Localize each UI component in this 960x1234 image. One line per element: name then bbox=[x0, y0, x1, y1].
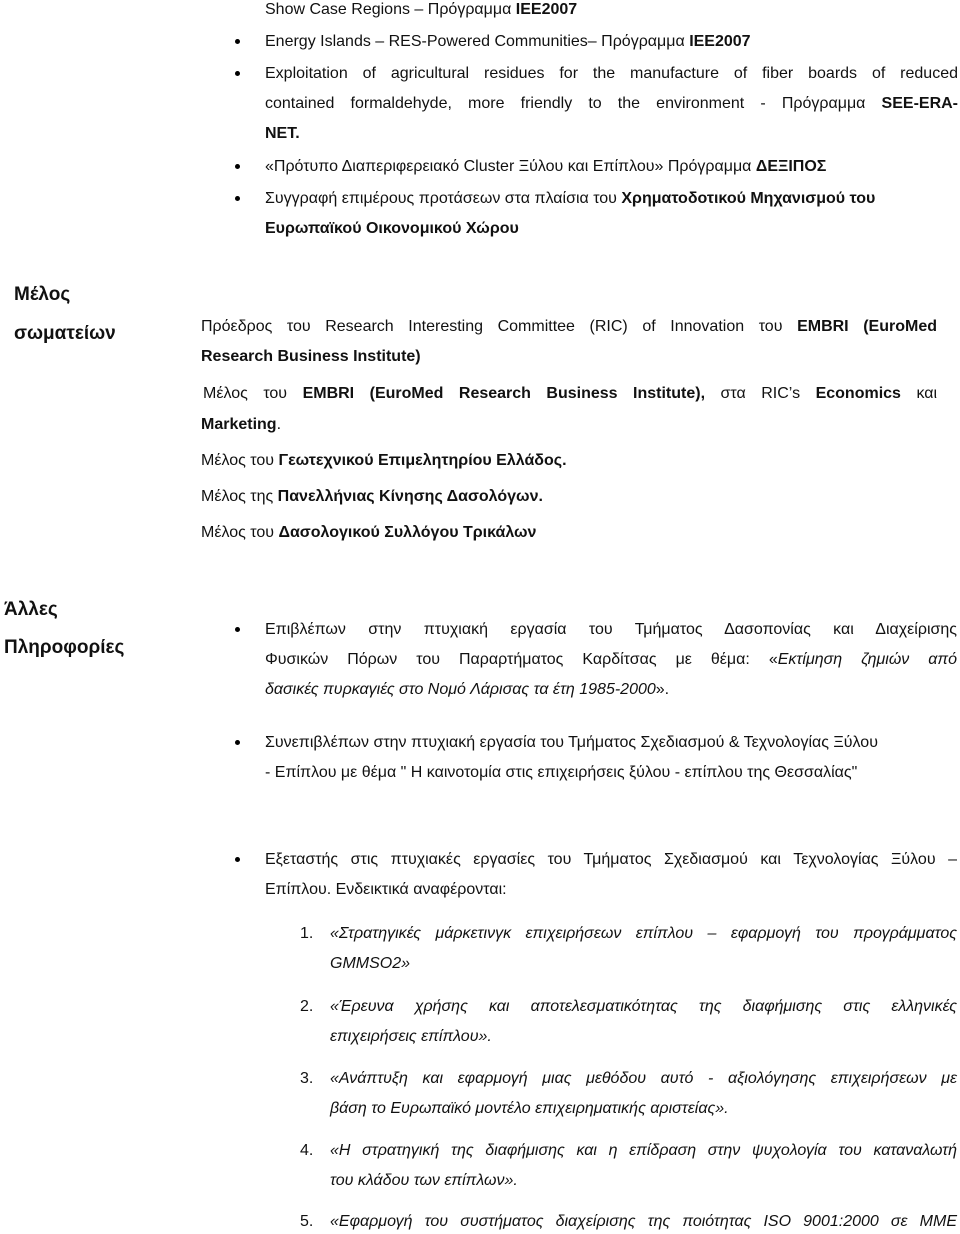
other-b3-line2 bbox=[265, 880, 507, 900]
text: Επίπλου. Ενδεικτικά αναφέρονται: bbox=[265, 881, 507, 898]
other-b1-line1 bbox=[265, 620, 957, 640]
thesis-title: «Ανάπτυξη και εφαρμογή μιας μεθόδου αυτό - αξιολόγησης επιχειρήσεων με bbox=[330, 1070, 957, 1087]
thesis-title: δασικές πυρκαγιές στο Νομό Λάρισας τα έτη 1985-2000 bbox=[265, 681, 656, 698]
emphasis: (EuroMed Research Business Institute), bbox=[369, 385, 706, 402]
emphasis: Χρηματοδοτικού Μηχανισμού του bbox=[621, 190, 876, 207]
numbered-item-2-number: 2. bbox=[300, 998, 314, 1015]
numbered-item-3-number: 3. bbox=[300, 1070, 314, 1087]
member-embri-line2 bbox=[201, 415, 281, 435]
numbered-item-4-number: 4. bbox=[300, 1142, 314, 1159]
thesis-title: Εκτίμηση ζημιών από bbox=[777, 651, 958, 668]
text: Energy Islands – RES-Powered Communities– Πρόγραμμα bbox=[265, 33, 690, 50]
bullet-icon bbox=[235, 164, 240, 169]
top-item-2-line2 bbox=[265, 94, 958, 114]
top-item-3 bbox=[265, 157, 826, 177]
bullet-icon bbox=[235, 196, 240, 201]
program-code: ΔΕΞΙΠΟΣ bbox=[755, 158, 827, 175]
text: - Επίπλου με θέμα " Η καινοτομία στις επιχειρήσεις ξύλου - επίπλου της Θεσσαλίας" bbox=[265, 764, 858, 781]
numbered-item-2-line1 bbox=[330, 997, 957, 1017]
program-code: SEE-ERA- bbox=[881, 95, 958, 112]
emphasis: Ευρωπαϊκού Οικονομικού Χώρου bbox=[265, 220, 519, 237]
text: . bbox=[276, 416, 282, 433]
emphasis: Marketing bbox=[201, 416, 277, 433]
top-item-1 bbox=[265, 32, 751, 52]
member-geotee bbox=[201, 451, 567, 471]
other-b1-line3 bbox=[265, 680, 669, 700]
heading-line: σωματείων bbox=[14, 323, 116, 344]
emphasis: (EuroMed bbox=[863, 318, 937, 335]
top-item-2-line3 bbox=[265, 124, 300, 144]
numbered-item-4-line1 bbox=[330, 1141, 957, 1161]
other-b3-line1 bbox=[265, 850, 957, 870]
text: στα RIC’s bbox=[720, 385, 801, 402]
text: Μέλος του bbox=[201, 452, 279, 469]
thesis-title: «Έρευνα χρήσης και αποτελεσματικότητας της διαφήμισης στις ελληνικές bbox=[330, 998, 957, 1015]
section-heading-other bbox=[4, 599, 124, 659]
top-item-0 bbox=[265, 0, 577, 20]
emphasis: Economics bbox=[815, 385, 901, 402]
thesis-title: βάση το Ευρωπαϊκό μοντέλο επιχειρηματικής αριστείας». bbox=[330, 1100, 729, 1117]
member-ric-line1 bbox=[201, 317, 937, 337]
heading-line: Πληροφορίες bbox=[4, 637, 125, 658]
numbered-item-1-number: 1. bbox=[300, 925, 314, 942]
member-ric-line2 bbox=[201, 347, 421, 367]
text: Συγγραφή επιμέρους προτάσεων στα πλαίσια του bbox=[265, 190, 622, 207]
numbered-item-4-line2 bbox=[330, 1171, 518, 1191]
numbered-item-5-line1 bbox=[330, 1212, 957, 1232]
text: Exploitation of agricultural residues for the manufacture of fiber boards of reduced bbox=[265, 65, 958, 82]
emphasis: Γεωτεχνικού Επιμελητηρίου Ελλάδος. bbox=[278, 452, 567, 469]
bullet-icon bbox=[235, 627, 240, 632]
section-heading-member bbox=[14, 284, 116, 345]
heading-line: Άλλες bbox=[4, 599, 58, 620]
text: Μέλος της bbox=[201, 488, 278, 505]
other-b1-line2 bbox=[265, 650, 957, 670]
text: Εξεταστής στις πτυχιακές εργασίες του Τμήματος Σχεδιασμού και Τεχνολογίας Ξύλου – bbox=[265, 851, 957, 868]
bullet-icon bbox=[235, 857, 240, 862]
program-code: NET. bbox=[265, 125, 300, 142]
emphasis: EMBRI bbox=[797, 318, 849, 335]
bullet-icon bbox=[235, 39, 240, 44]
member-embri-line1 bbox=[203, 384, 937, 404]
text: Επιβλέπων στην πτυχιακή εργασία του Τμήματος Δασοπονίας και Διαχείρισης bbox=[265, 621, 957, 638]
heading-line: Μέλος bbox=[14, 284, 71, 305]
emphasis: Research Business Institute) bbox=[201, 348, 421, 365]
numbered-item-2-line2 bbox=[330, 1027, 492, 1047]
bullet-icon bbox=[235, 740, 240, 745]
numbered-item-3-line1 bbox=[330, 1069, 957, 1089]
numbered-item-1-line2 bbox=[330, 954, 410, 974]
top-item-4-line2 bbox=[265, 219, 519, 239]
text: Πρόεδρος του Research Interesting Committee (RIC) of Innovation του bbox=[201, 318, 798, 335]
thesis-title: «Εφαρμογή του συστήματος διαχείρισης της ποιότητας ISO 9001:2000 σε ΜΜΕ bbox=[330, 1213, 957, 1230]
numbered-item-5-number: 5. bbox=[300, 1213, 314, 1230]
bullet-icon bbox=[235, 71, 240, 76]
numbered-item-1-line1 bbox=[330, 924, 957, 944]
text: Συνεπιβλέπων στην πτυχιακή εργασία του Τμήματος Σχεδιασμού & Τεχνολογίας Ξύλου bbox=[265, 734, 878, 751]
thesis-title: επιχειρήσεις επίπλου». bbox=[330, 1028, 492, 1045]
text: ». bbox=[655, 681, 670, 698]
text: Μέλος του bbox=[201, 524, 279, 541]
text: Φυσικών Πόρων του Παραρτήματος Καρδίτσας με θέμα: « bbox=[265, 651, 778, 668]
text: και bbox=[916, 385, 938, 402]
numbered-item-3-line2 bbox=[330, 1099, 729, 1119]
emphasis: Δασολογικού Συλλόγου Τρικάλων bbox=[278, 524, 537, 541]
emphasis: EMBRI bbox=[302, 385, 355, 402]
member-trikala bbox=[201, 523, 536, 543]
text: contained formaldehyde, more friendly to the environment - Πρόγραμμα bbox=[265, 95, 882, 112]
text: «Πρότυπο Διαπεριφερειακό Cluster Ξύλου και Επίπλου» Πρόγραμμα bbox=[265, 158, 756, 175]
text: Show Case Regions – Πρόγραμμα bbox=[265, 1, 516, 18]
emphasis: Πανελλήνιας Κίνησης Δασολόγων. bbox=[277, 488, 543, 505]
thesis-title: του κλάδου των επίπλων». bbox=[330, 1172, 518, 1189]
other-b2-line2 bbox=[265, 763, 857, 783]
top-item-4-line1 bbox=[265, 189, 875, 209]
top-item-2-line1 bbox=[265, 64, 958, 84]
thesis-title: «Στρατηγικές μάρκετινγκ επιχειρήσεων επίπλου – εφαρμογή του προγράμματος bbox=[330, 925, 957, 942]
other-b2-line1 bbox=[265, 733, 878, 753]
thesis-title: «Η στρατηγική της διαφήμισης και η επίδραση στην ψυχολογία του καταναλωτή bbox=[330, 1142, 957, 1159]
program-code: IEE2007 bbox=[515, 1, 578, 18]
program-code: IEE2007 bbox=[689, 33, 751, 50]
thesis-title: GMMSO2» bbox=[330, 955, 411, 972]
member-panhellenic bbox=[201, 487, 543, 507]
text: Μέλος του bbox=[203, 385, 288, 402]
